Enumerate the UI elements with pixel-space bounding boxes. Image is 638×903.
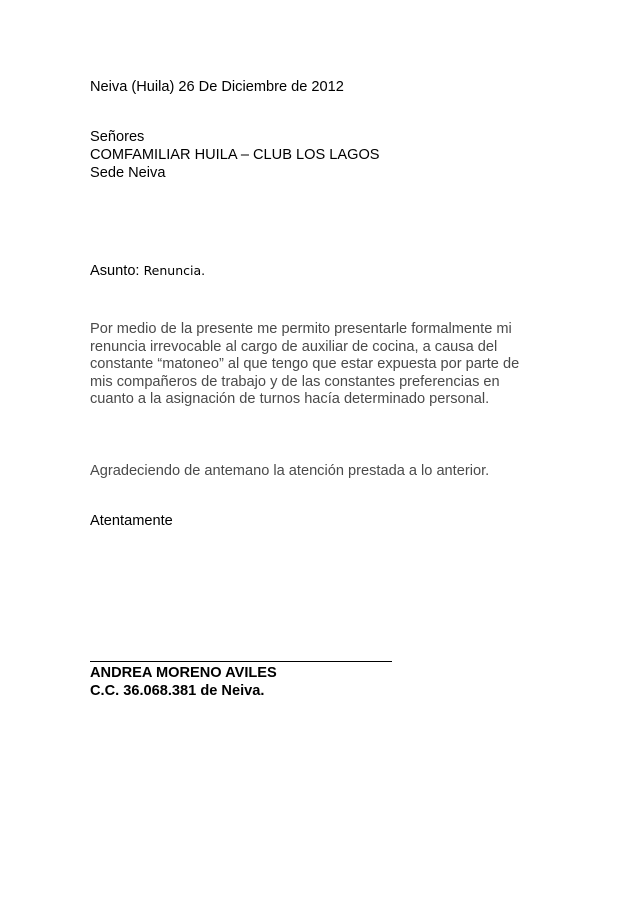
body-line: mis compañeros de trabajo y de las constantes preferencias en xyxy=(90,373,500,390)
subject-value: Renuncia. xyxy=(143,263,206,278)
body-line: cuanto a la asignación de turnos hacía determinado personal. xyxy=(90,391,490,408)
body-line: Por medio de la presente me permito presentarle formalmente mi xyxy=(90,321,512,337)
recipient-salutation: Señores xyxy=(90,129,145,145)
subject-line xyxy=(90,262,205,280)
body-line: renuncia irrevocable al cargo de auxiliar de cocina, a causa del xyxy=(90,338,498,355)
signature-name: ANDREA MORENO AVILES xyxy=(90,665,277,681)
signature-line xyxy=(90,661,392,662)
thanks-line: Agradeciendo de antemano la atención prestada a lo anterior. xyxy=(90,463,490,479)
body-line: constante “matoneo” al que tengo que estar expuesta por parte de xyxy=(90,356,520,373)
recipient-organization: COMFAMILIAR HUILA – CLUB LOS LAGOS xyxy=(90,147,380,163)
date-line: Neiva (Huila) 26 De Diciembre de 2012 xyxy=(90,79,344,95)
subject-label: Asunto: xyxy=(90,263,140,279)
recipient-office: Sede Neiva xyxy=(90,165,166,181)
closing-line: Atentamente xyxy=(90,513,173,529)
signature-id: C.C. 36.068.381 de Neiva. xyxy=(90,683,265,699)
body-paragraph xyxy=(90,321,550,409)
